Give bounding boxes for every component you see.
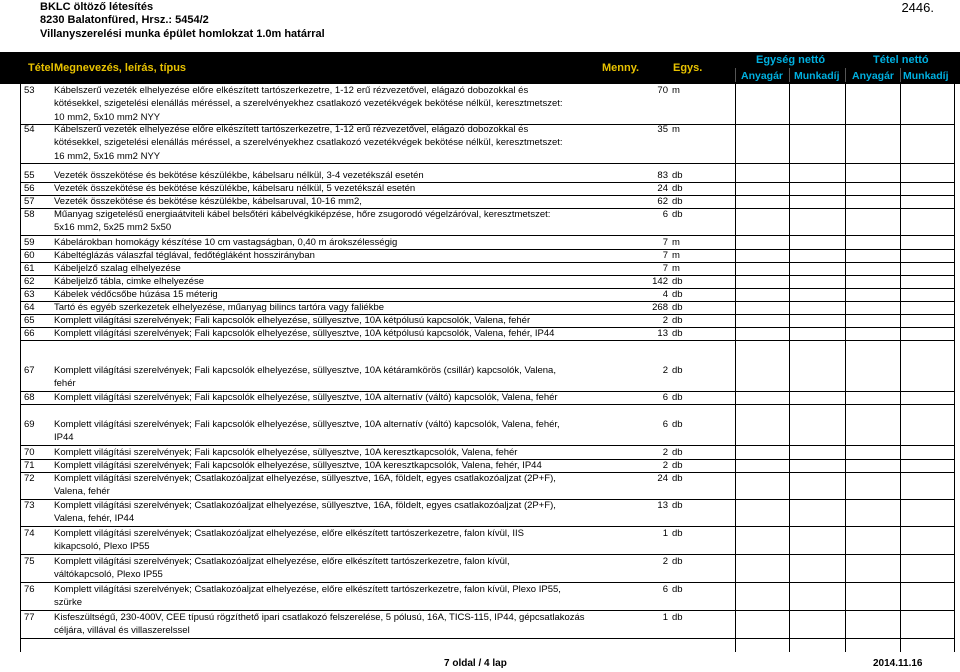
item-unit: m (672, 263, 680, 274)
item-unit: db (672, 315, 683, 326)
col-egyseg-munkadij: Munkadíj (794, 70, 840, 82)
item-description (54, 301, 614, 314)
row-separator (20, 340, 954, 341)
item-description (54, 418, 614, 445)
item-description (54, 327, 614, 340)
item-quantity: 6 (662, 209, 668, 220)
description-line: Kábelszerű vezeték elhelyezése előre elkészített tartószerkezetre, 1-12 erű rézvezetővel, elágazó dobozokkal és (54, 85, 529, 96)
table-row (0, 611, 960, 638)
item-quantity: 13 (657, 328, 668, 339)
item-number: 75 (24, 556, 35, 567)
item-description (54, 499, 614, 526)
item-number: 72 (24, 473, 35, 484)
item-unit: db (672, 460, 683, 471)
col-tetel-anyagar: Anyagár (852, 70, 895, 82)
item-unit: m (672, 250, 680, 261)
column-divider (20, 84, 21, 652)
description-line: Kábeltéglázás válaszfal téglával, fedőtégláként hosszirányban (54, 250, 315, 261)
item-description (54, 314, 614, 327)
item-description (54, 208, 614, 235)
item-description (54, 262, 614, 275)
item-quantity: 7 (662, 263, 668, 274)
item-unit: m (672, 237, 680, 248)
description-line: 16 mm2, 5x16 mm2 NYY (54, 150, 161, 162)
item-unit: db (672, 447, 683, 458)
table-row (0, 123, 960, 163)
description-line: Komplett világítási szerelvények; Fali kapcsolók elhelyezése, süllyesztve, 10A alternatív (váltó) kapcsolók, Valena, fehér, (54, 419, 560, 430)
item-number: 62 (24, 276, 35, 287)
item-number: 64 (24, 302, 35, 313)
item-number: 54 (24, 124, 35, 135)
item-quantity: 268 (652, 302, 668, 313)
col-menny: Menny. (602, 62, 640, 74)
item-description (54, 249, 614, 262)
description-line: Komplett világítási szerelvények; Fali kapcsolók elhelyezése, süllyesztve, 10A kétpólusú kapcsolók, Valena, fehér (54, 315, 531, 326)
item-quantity: 142 (652, 276, 668, 287)
table-header (0, 52, 960, 84)
document-number: 2446. (901, 0, 934, 15)
table-row (0, 288, 960, 301)
description-line: Komplett világítási szerelvények; Fali kapcsolók elhelyezése, süllyesztve, 10A keresztkapcsolók, Valena, fehér (54, 447, 518, 458)
item-description (54, 195, 614, 208)
item-quantity: 7 (662, 237, 668, 248)
item-quantity: 2 (662, 460, 668, 471)
item-unit: db (672, 276, 683, 287)
item-description (54, 611, 614, 638)
item-unit: m (672, 124, 680, 135)
table-row (0, 364, 960, 391)
item-quantity: 6 (662, 419, 668, 430)
item-unit: db (672, 419, 683, 430)
item-quantity: 35 (657, 124, 668, 135)
description-line: Kábelszerű vezeték elhelyezése előre elkészített tartószerkezetre, 1-12 erű rézvezetővel, elágazó dobozokkal és (54, 124, 529, 135)
project-scope: Villanyszerelési munka épület homlokzat 1.0m határral (40, 28, 325, 40)
item-number: 77 (24, 612, 35, 623)
table-row (0, 527, 960, 554)
column-divider (900, 84, 901, 652)
description-line: Tartó és egyéb szerkezetek elhelyezése, műanyag bilincs tartóra vagy faliékbe (54, 302, 385, 313)
table-row (0, 182, 960, 195)
table-row (0, 262, 960, 275)
col-tetel: Tétel (28, 62, 54, 74)
description-line: Komplett világítási szerelvények; Fali kapcsolók elhelyezése, süllyesztve, 10A alternatív (váltó) kapcsolók, Valena, fehér (54, 392, 558, 403)
description-line: Komplett világítási szerelvények; Csatlakozóaljzat elhelyezése, előre elkészített tartószerkezetre, falon kívül, Plexo IP55, (54, 584, 561, 595)
item-quantity: 70 (657, 85, 668, 96)
table-row (0, 327, 960, 340)
item-number: 58 (24, 209, 35, 220)
col-egyseg-anyagar: Anyagár (741, 70, 784, 82)
item-quantity: 13 (657, 500, 668, 511)
item-number: 63 (24, 289, 35, 300)
item-quantity: 24 (657, 473, 668, 484)
description-line: kötésekkel, szigetelési elenállás méréssel, a szerelvényekhez csatlakozó vezetékvégek bekötése nélkül, keresztmetszet: (54, 137, 563, 149)
item-quantity: 6 (662, 392, 668, 403)
column-divider (735, 84, 736, 652)
item-description (54, 459, 614, 472)
item-unit: db (672, 500, 683, 511)
item-description (54, 555, 614, 582)
description-line: kötésekkel, szigetelési elenállás méréssel, a szerelvényekhez csatlakozó vezetékvégek bekötése nélkül, keresztmetszet: (54, 98, 563, 110)
table-row (0, 391, 960, 404)
item-number: 68 (24, 392, 35, 403)
description-line: Valena, fehér, IP44 (54, 513, 135, 525)
item-quantity: 2 (662, 447, 668, 458)
description-line: Kábelek védőcsőbe húzása 15 méterig (54, 289, 218, 300)
item-unit: db (672, 612, 683, 623)
table-row (0, 249, 960, 262)
column-divider (789, 84, 790, 652)
item-quantity: 83 (657, 170, 668, 181)
item-number: 59 (24, 237, 35, 248)
item-unit: db (672, 473, 683, 484)
item-number: 69 (24, 419, 35, 430)
item-quantity: 7 (662, 250, 668, 261)
header-divider (789, 68, 790, 82)
description-line: Vezeték összekötése és bekötése készülékbe, kábelsaruval, 10-16 mm2, (54, 196, 362, 207)
table-row (0, 195, 960, 208)
item-unit: m (672, 85, 680, 96)
description-line: céljára, villával és villaszerelssel (54, 625, 190, 637)
description-line: Kábelárokban homokágy készítése 10 cm vastagságban, 0,40 m árokszélességig (54, 237, 398, 248)
item-unit: db (672, 584, 683, 595)
item-number: 73 (24, 500, 35, 511)
item-description (54, 391, 614, 404)
description-line: Komplett világítási szerelvények; Csatlakozóaljzat elhelyezése, előre elkészített tartószerkezetre, falon kívül, (54, 556, 510, 567)
table-row (0, 236, 960, 249)
table-row (0, 301, 960, 314)
description-line: Vezeték összekötése és bekötése készülékbe, kábelsaru nélkül, 5 vezetékszál esetén (54, 183, 416, 194)
table-row (0, 472, 960, 499)
item-number: 66 (24, 328, 35, 339)
item-quantity: 2 (662, 315, 668, 326)
item-description (54, 275, 614, 288)
item-unit: db (672, 170, 683, 181)
table-row (0, 84, 960, 124)
item-description (54, 169, 614, 182)
description-line: Komplett világítási szerelvények; Csatlakozóaljzat elhelyezése, süllyesztve, 16A, földelt, egyes csatlakozóaljzat (2P+F), (54, 500, 556, 511)
col-megnevezes: Megnevezés, leírás, típus (54, 62, 187, 74)
item-description (54, 84, 614, 124)
item-number: 76 (24, 584, 35, 595)
description-line: Kábeljelző szalag elhelyezése (54, 263, 181, 274)
description-line: Komplett világítási szerelvények; Fali kapcsolók elhelyezése, süllyesztve, 10A kétáramkörös (csillár) kapcsolók, Valena, (54, 365, 556, 376)
description-line: IP44 (54, 432, 74, 444)
item-number: 65 (24, 315, 35, 326)
item-description (54, 527, 614, 554)
table-row (0, 314, 960, 327)
item-unit: db (672, 302, 683, 313)
item-quantity: 2 (662, 556, 668, 567)
description-line: Vezeték összekötése és bekötése készülékbe, kábelsaru nélkül, 3-4 vezetékszál esetén (54, 170, 424, 181)
item-number: 71 (24, 460, 35, 471)
table-row (0, 459, 960, 472)
col-group-egyseg-netto: Egység nettó (756, 54, 826, 66)
row-separator (20, 404, 954, 405)
item-description (54, 446, 614, 459)
item-quantity: 62 (657, 196, 668, 207)
item-description (54, 123, 614, 163)
item-unit: db (672, 289, 683, 300)
description-line: szürke (54, 597, 82, 609)
item-description (54, 583, 614, 610)
footer-date: 2014.11.16 (873, 658, 923, 669)
item-quantity: 6 (662, 584, 668, 595)
row-separator (20, 163, 954, 164)
project-address: 8230 Balatonfüred, Hrsz.: 5454/2 (40, 14, 209, 26)
item-number: 56 (24, 183, 35, 194)
item-description (54, 364, 614, 391)
description-line: kikapcsoló, Plexo IP55 (54, 541, 150, 553)
item-number: 74 (24, 528, 35, 539)
description-line: fehér (54, 378, 76, 390)
table-row (0, 275, 960, 288)
table-row (0, 499, 960, 526)
item-number: 55 (24, 170, 35, 181)
project-title: BKLC öltöző létesítés (40, 1, 154, 13)
description-line: Kábeljelző tábla, cimke elhelyezése (54, 276, 204, 287)
col-group-tetel-netto: Tétel nettó (873, 54, 929, 66)
item-unit: db (672, 196, 683, 207)
item-description (54, 236, 614, 249)
document-header (0, 0, 960, 44)
item-quantity: 4 (662, 289, 668, 300)
item-unit: db (672, 209, 683, 220)
item-number: 67 (24, 365, 35, 376)
table-row (0, 555, 960, 582)
table-row (0, 208, 960, 235)
item-description (54, 288, 614, 301)
description-line: 10 mm2, 5x10 mm2 NYY (54, 111, 161, 123)
column-divider (845, 84, 846, 652)
item-description (54, 182, 614, 195)
column-divider (954, 84, 955, 652)
item-number: 57 (24, 196, 35, 207)
item-unit: db (672, 365, 683, 376)
item-quantity: 24 (657, 183, 668, 194)
item-unit: db (672, 183, 683, 194)
table-row (0, 583, 960, 610)
description-line: 5x16 mm2, 5x25 mm2 5x50 (54, 222, 172, 234)
col-egys: Egys. (673, 62, 703, 74)
item-unit: db (672, 392, 683, 403)
description-line: Műanyag szigetelésű energiaátviteli kábel belsőtéri kábelvégkiképzése, hőre zsugorodó végelzáróval, keresztmetszet: (54, 209, 551, 220)
description-line: váltókapcsoló, Plexo IP55 (54, 569, 163, 581)
item-number: 53 (24, 85, 35, 96)
col-tetel-munkadij: Munkadíj (903, 70, 949, 82)
description-line: Komplett világítási szerelvények; Csatlakozóaljzat elhelyezése, süllyesztve, 16A, földelt, egyes csatlakozóaljzat (2P+F), (54, 473, 556, 484)
row-separator (20, 638, 954, 639)
description-line: Kisfeszültségű, 230-400V, CEE típusú rögzíthető ipari csatlakozó felszerelése, 5 pólusú, 16A, TICS-115, IP44, gépcsatlakozás (54, 612, 585, 623)
item-number: 60 (24, 250, 35, 261)
table-row (0, 418, 960, 445)
item-quantity: 1 (662, 612, 668, 623)
description-line: Komplett világítási szerelvények; Fali kapcsolók elhelyezése, süllyesztve, 10A kétpólusú kapcsolók, Valena, fehér, IP44 (54, 328, 555, 339)
item-quantity: 1 (662, 528, 668, 539)
item-number: 70 (24, 447, 35, 458)
page-indicator: 7 oldal / 4 lap (444, 658, 507, 669)
description-line: Komplett világítási szerelvények; Fali kapcsolók elhelyezése, süllyesztve, 10A keresztkapcsolók, Valena, fehér, IP44 (54, 460, 542, 471)
header-divider (900, 68, 901, 82)
table-row (0, 446, 960, 459)
description-line: Komplett világítási szerelvények; Csatlakozóaljzat elhelyezése, előre elkészített tartószerkezetre, falon kívül, IIS (54, 528, 524, 539)
item-unit: db (672, 556, 683, 567)
header-divider (845, 68, 846, 82)
item-unit: db (672, 528, 683, 539)
item-quantity: 2 (662, 365, 668, 376)
item-number: 61 (24, 263, 35, 274)
item-unit: db (672, 328, 683, 339)
table-row (0, 169, 960, 182)
description-line: Valena, fehér (54, 486, 110, 498)
item-description (54, 472, 614, 499)
header-divider (735, 68, 736, 82)
